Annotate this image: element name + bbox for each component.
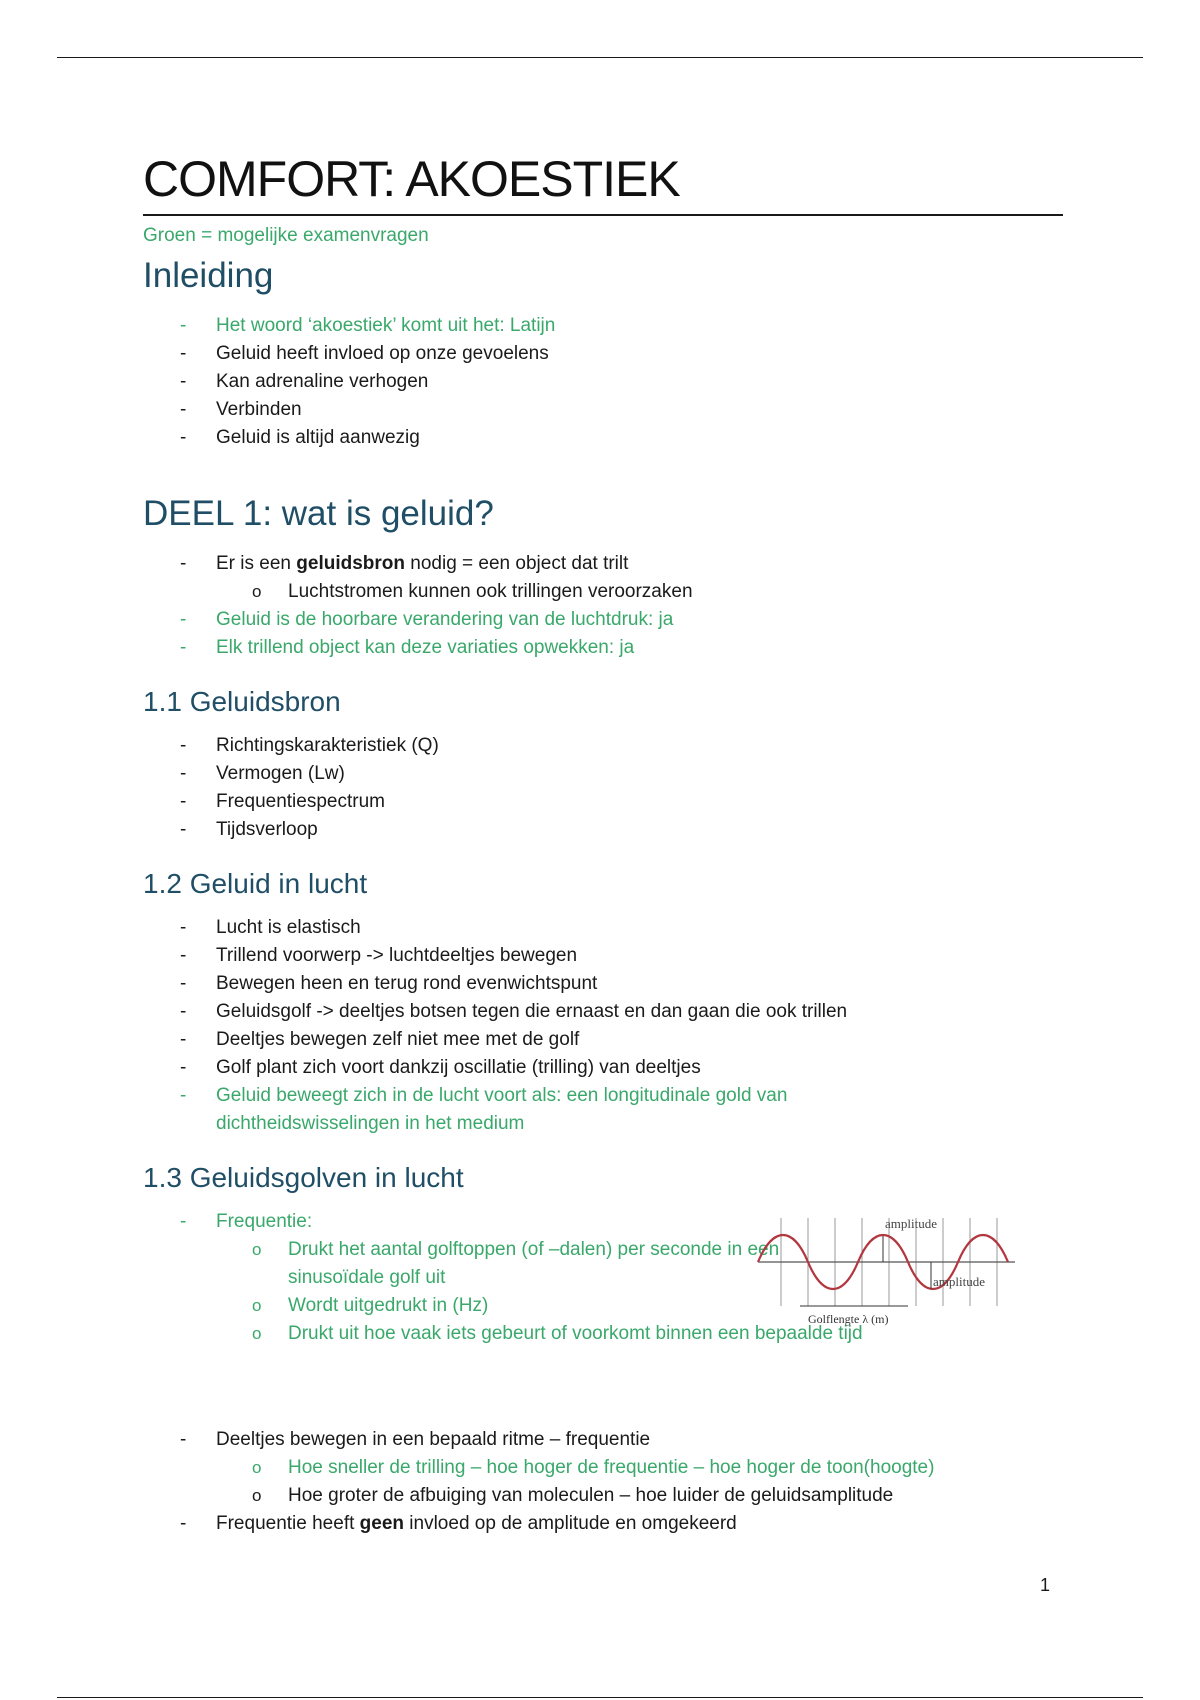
list-item: - Verbinden <box>143 396 1063 424</box>
document-body <box>143 150 1063 1538</box>
amplitude-label-right: amplitude <box>933 1274 985 1289</box>
list-item: - Frequentie: <box>143 1208 1063 1236</box>
sine-wave-diagram <box>753 1206 1163 1346</box>
text-run: Frequentie heeft <box>216 1513 360 1534</box>
list-item: - Deeltjes bewegen in een bepaald ritme – frequentie <box>143 1426 1063 1454</box>
footer-rule <box>57 1697 1143 1698</box>
list-item: - Geluid is de hoorbare verandering van de luchtdruk: ja <box>143 606 1063 634</box>
list-item <box>143 1510 1063 1538</box>
bold-term: geluidsbron <box>296 553 405 574</box>
list-item: - Geluid is altijd aanwezig <box>143 424 1063 452</box>
list-item: - Geluidsgolf -> deeltjes botsen tegen die ernaast en dan gaan die ook trillen <box>143 998 1063 1026</box>
text-run: Er is een <box>216 553 297 574</box>
section-1-3 <box>143 1160 1063 1538</box>
sub-list-item: o Drukt het aantal golftoppen (of –dalen) per seconde in een sinusoïdale golf uit <box>143 1236 848 1292</box>
heading-deel-1: DEEL 1: wat is geluid? <box>143 494 494 533</box>
list-1-1 <box>143 732 1063 844</box>
heading-1-3: 1.3 Geluidsgolven in lucht <box>143 1162 464 1193</box>
list-item: - Tijdsverloop <box>143 816 1063 844</box>
list-item: - Lucht is elastisch <box>143 914 1063 942</box>
sub-list-item: o Wordt uitgedrukt in (Hz) <box>143 1292 1063 1320</box>
list-1-3-continued <box>143 1426 1063 1538</box>
heading-inleiding: Inleiding <box>143 256 274 295</box>
list-item: - Vermogen (Lw) <box>143 760 1063 788</box>
header-rule <box>57 57 1143 58</box>
sub-list-item: o Hoe groter de afbuiging van moleculen – hoe luider de geluidsamplitude <box>143 1482 1063 1510</box>
heading-1-2: 1.2 Geluid in lucht <box>143 868 368 899</box>
list-item: - Frequentiespectrum <box>143 788 1063 816</box>
text-run: invloed op de amplitude en omgekeerd <box>404 1513 737 1534</box>
list-deel-1 <box>143 550 1063 662</box>
list-item: - Kan adrenaline verhogen <box>143 368 1063 396</box>
text-run: nodig = een object dat trilt <box>405 553 629 574</box>
list-item: - Golf plant zich voort dankzij oscillatie (trilling) van deeltjes <box>143 1054 1063 1082</box>
sub-list-item: o Hoe sneller de trilling – hoe hoger de frequentie – hoe hoger de toon(hoogte) <box>143 1454 1063 1482</box>
color-legend: Groen = mogelijke examenvragen <box>143 225 429 246</box>
list-1-2 <box>143 914 1063 1138</box>
amplitude-label-top: amplitude <box>885 1216 937 1231</box>
list-item: - Bewegen heen en terug rond evenwichtspunt <box>143 970 1063 998</box>
bold-term: geen <box>359 1513 405 1534</box>
page-number: 1 <box>1040 1575 1051 1595</box>
list-item: - Elk trillend object kan deze variaties opwekken: ja <box>143 634 1063 662</box>
sub-list-item: o Drukt uit hoe vaak iets gebeurt of voorkomt binnen een bepaalde tijd <box>143 1320 1063 1348</box>
list-item: - Deeltjes bewegen zelf niet mee met de golf <box>143 1026 1063 1054</box>
document-title: COMFORT: AKOESTIEK <box>143 150 1063 216</box>
list-item: - Geluid heeft invloed op onze gevoelens <box>143 340 1063 368</box>
list-item: - Het woord ‘akoestiek’ komt uit het: Latijn <box>143 312 1063 340</box>
list-item: - Richtingskarakteristiek (Q) <box>143 732 1063 760</box>
wavelength-label: Golflengte λ (m) <box>808 1312 889 1326</box>
sub-list-item: o Luchtstromen kunnen ook trillingen veroorzaken <box>143 578 1063 606</box>
list-item <box>143 550 1063 578</box>
list-item: - Geluid beweegt zich in de lucht voort als: een longitudinale gold van dichtheidswisselingen in het medium <box>143 1082 936 1138</box>
heading-1-1: 1.1 Geluidsbron <box>143 686 341 717</box>
list-item: - Trillend voorwerp -> luchtdeeltjes bewegen <box>143 942 1063 970</box>
list-inleiding <box>143 312 1063 452</box>
